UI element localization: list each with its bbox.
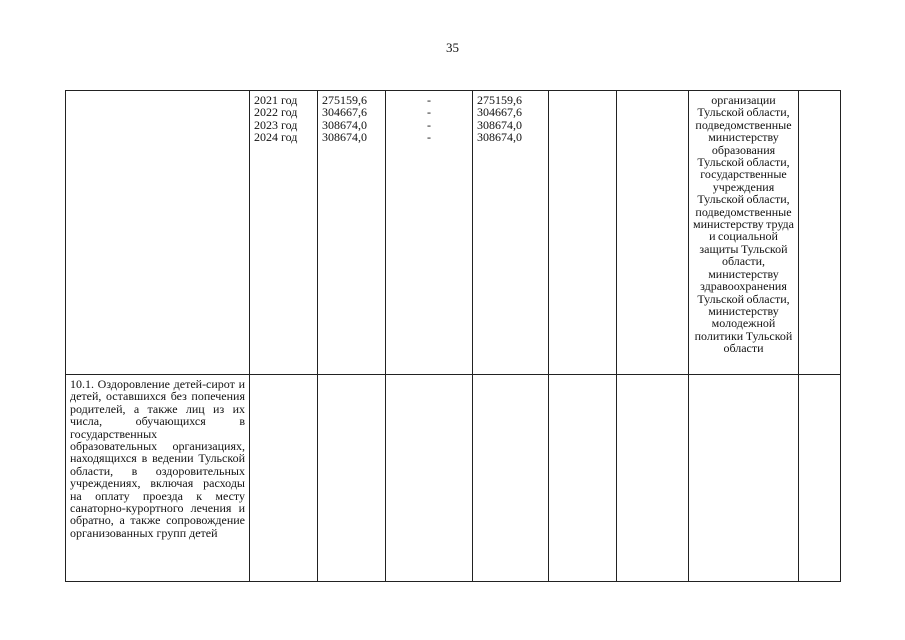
budget-table bbox=[65, 90, 841, 582]
empty-cell bbox=[799, 375, 841, 582]
regional-amount: 304667,6 bbox=[477, 105, 522, 120]
regional-amount: 308674,0 bbox=[477, 117, 522, 132]
federal-amount: - bbox=[427, 105, 431, 120]
total-amount: 308674,0 bbox=[322, 130, 367, 145]
table-row bbox=[66, 91, 841, 375]
total-amount: 308674,0 bbox=[322, 117, 367, 132]
years-cell bbox=[250, 91, 318, 375]
table-row bbox=[66, 375, 841, 582]
page-number: 35 bbox=[446, 40, 459, 55]
empty-cell bbox=[473, 375, 549, 582]
total-amount-cell bbox=[318, 91, 386, 375]
empty-cell bbox=[617, 375, 689, 582]
activity-description: 10.1. Оздоровление детей-сирот и детей, оставшихся без попечения родителей, а также лиц из их числа, обучающихся в государственных образовательных организациях, находящихся в ведении Тульской области, в оздоровительных учреждениях, включая расходы на оплату проезда к месту санаторно-курортного лечения и обратно, а также сопровождение организованных групп детей bbox=[70, 377, 245, 540]
empty-cell bbox=[318, 375, 386, 582]
description-cell bbox=[66, 375, 250, 582]
year-label: 2021 год bbox=[254, 93, 298, 107]
federal-amount-cell bbox=[386, 91, 473, 375]
empty-cell bbox=[617, 91, 689, 375]
total-amount: 275159,6 bbox=[322, 93, 367, 107]
total-amount: 304667,6 bbox=[322, 105, 367, 120]
empty-cell bbox=[386, 375, 473, 582]
year-label: 2022 год bbox=[254, 105, 298, 120]
year-label: 2024 год bbox=[254, 130, 298, 145]
empty-cell bbox=[689, 375, 799, 582]
empty-cell bbox=[250, 375, 318, 582]
empty-cell bbox=[549, 91, 617, 375]
organization-cell: организации Тульской области, подведомственные министерству образования Тульской области, государственные учреждения Тульской области, подведомственные министерству труда и социальной защиты Тульской области, министерству здравоохранения Тульской области, министерству молодежной политики Тульской области bbox=[689, 91, 799, 375]
regional-amount-cell bbox=[473, 91, 549, 375]
federal-amount: - bbox=[427, 93, 431, 107]
regional-amount: 275159,6 bbox=[477, 93, 522, 107]
empty-cell bbox=[799, 91, 841, 375]
empty-cell bbox=[549, 375, 617, 582]
year-label: 2023 год bbox=[254, 117, 298, 132]
federal-amount: - bbox=[427, 130, 431, 145]
regional-amount: 308674,0 bbox=[477, 130, 522, 145]
federal-amount: - bbox=[427, 117, 431, 132]
description-cell-empty bbox=[66, 91, 250, 375]
